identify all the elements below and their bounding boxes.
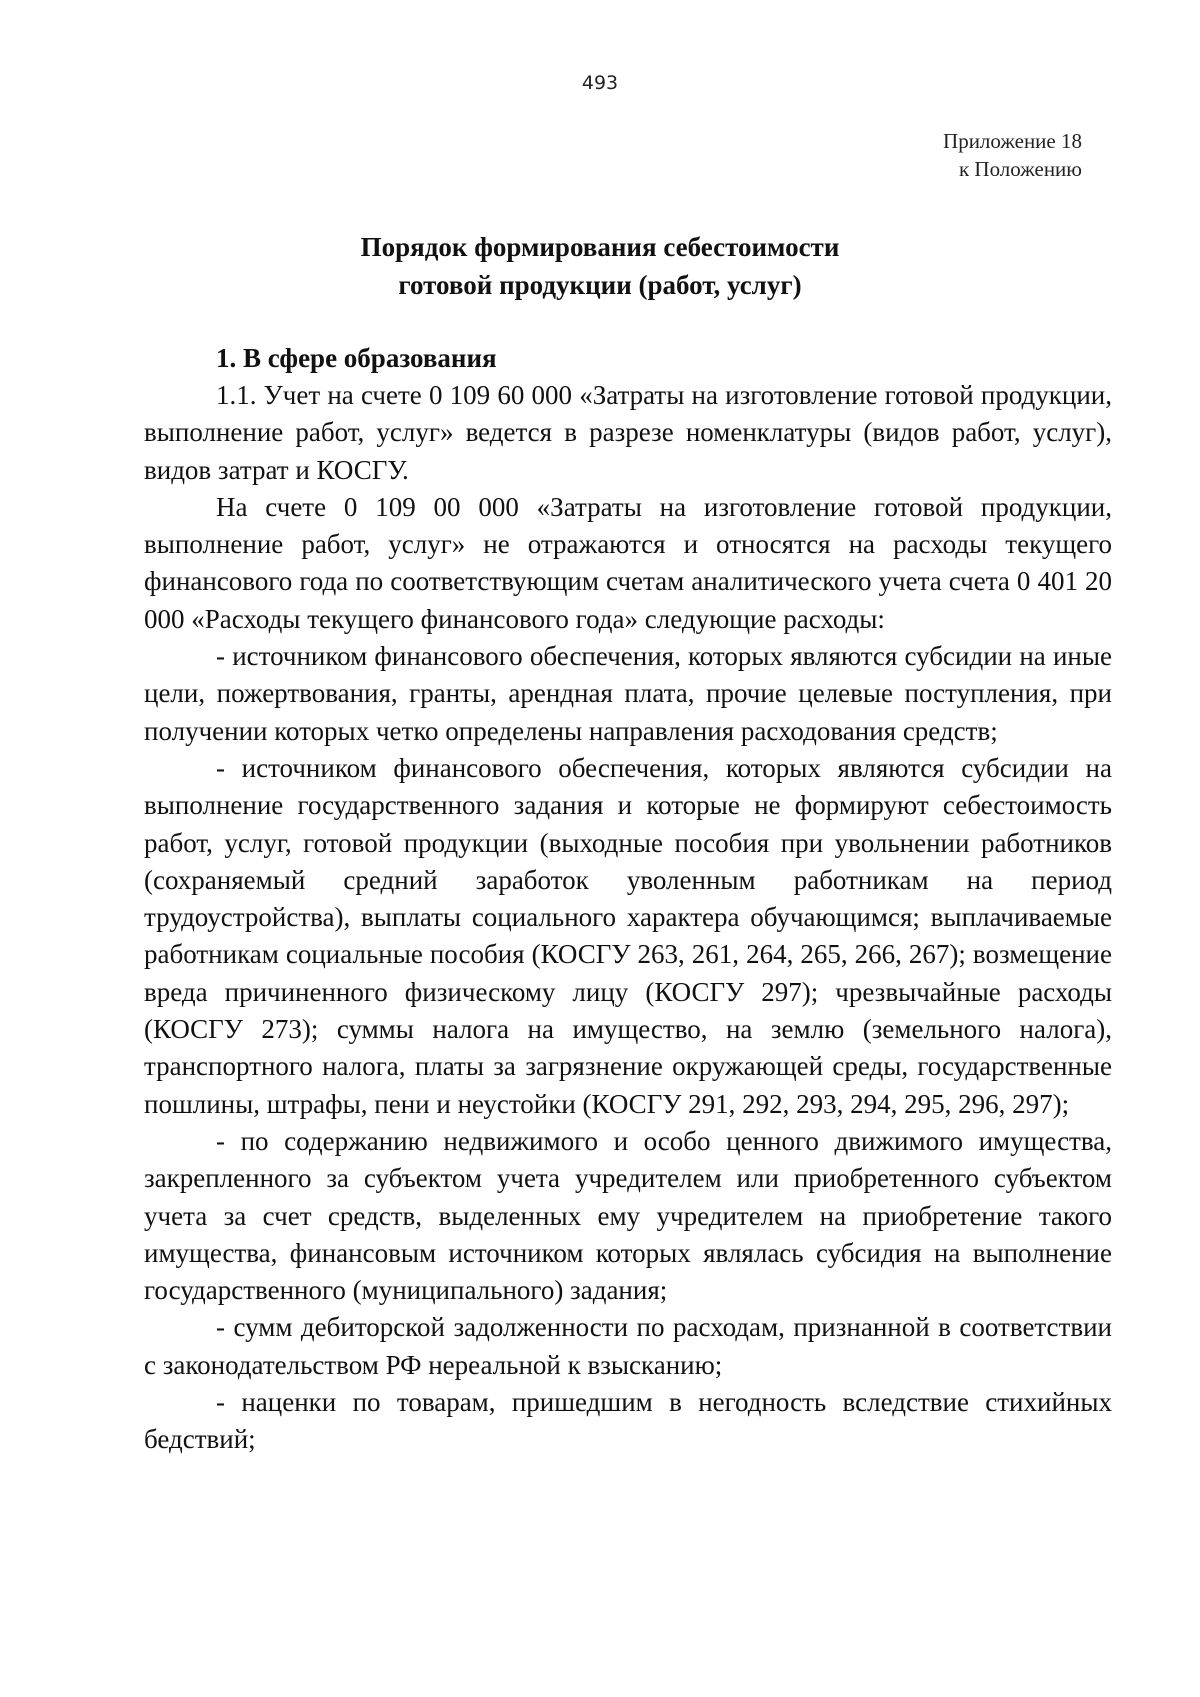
- appendix-reference: [943, 127, 1082, 183]
- body-text: [144, 377, 1112, 1459]
- appendix-line-1: Приложение 18: [943, 129, 1082, 153]
- section-heading: 1. В сфере образования: [216, 343, 497, 373]
- list-item-other-purpose-subsidies: - источником финансового обеспечения, которых являются субсидии на иные цели, пожертвования, гранты, арендная плата, прочие целевые поступления, при получении которых четко определены направления расходования средств;: [144, 641, 1112, 746]
- list-item-receivables: - сумм дебиторской задолженности по расходам, признанной в соответствии с законодательством РФ нереальной к взысканию;: [144, 1312, 1112, 1380]
- title-line-1: Порядок формирования себестоимости: [360, 232, 840, 262]
- page-number: 493: [581, 72, 619, 94]
- paragraph-excluded-expenses-intro: На счете 0 109 00 000 «Затраты на изготовление готовой продукции, выполнение работ, услуг» не отражаются и относятся на расходы текущего финансового года по соответствующим счетам аналитического учета счета 0 401 20 000 «Расходы текущего финансового года» следующие расходы:: [144, 491, 1112, 634]
- title-line-2: готовой продукции (работ, услуг): [398, 270, 802, 300]
- list-item-goods-markup: - наценки по товарам, пришедшим в негодность вследствие стихийных бедствий;: [144, 1387, 1112, 1455]
- list-item-state-task-subsidies: - источником финансового обеспечения, которых являются субсидии на выполнение государственного задания и которые не формируют себестоимость работ, услуг, готовой продукции (выходные пособия при увольнении работников (сохраняемый средний заработок уволенным работникам на период трудоустройства), выплаты социального характера обучающимся; выплачиваемые работникам социальные пособия (КОСГУ 263, 261, 264, 265, 266, 267); возмещение вреда причиненного физическому лицу (КОСГУ 297); чрезвычайные расходы (КОСГУ 273); суммы налога на имущество, на землю (земельного налога), транспортного налога, платы за загрязнение окружающей среды, государственные пошлины, штрафы, пени и неустойки (КОСГУ 291, 292, 293, 294, 295, 296, 297);: [144, 752, 1112, 1119]
- list-item-property-maintenance: - по содержанию недвижимого и особо ценного движимого имущества, закрепленного за субъектом учета учредителем или приобретенного субъектом учета за счет средств, выделенных ему учредителем на приобретение такого имущества, финансовым источником которых являлась субсидия на выполнение государственного (муниципального) задания;: [144, 1125, 1112, 1306]
- paragraph-1-1: 1.1. Учет на счете 0 109 60 000 «Затраты на изготовление готовой продукции, выполнение работ, услуг» ведется в разрезе номенклатуры (видов работ, услуг), видов затрат и КОСГУ.: [144, 380, 1112, 485]
- document-title: [0, 228, 1200, 304]
- appendix-line-2: к Положению: [958, 157, 1082, 181]
